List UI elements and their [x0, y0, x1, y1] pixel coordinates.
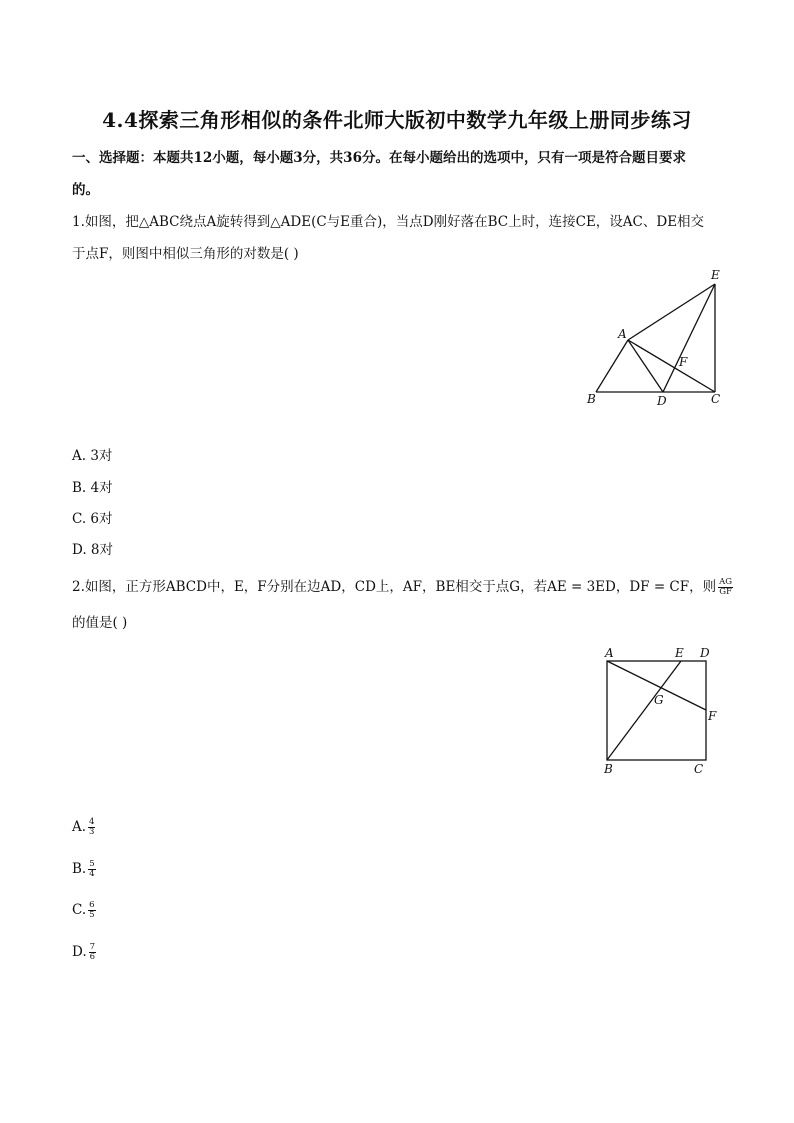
- q1-text-line1: 1.如图，把△ABC绕点A旋转得到△ADE(C与E重合)，当点D刚好落在BC上时，连接CE，设AC、DE相交: [72, 214, 705, 230]
- segment-ad: [628, 340, 663, 392]
- label-e: E: [675, 646, 684, 660]
- q2-option-c-fraction: [88, 901, 95, 920]
- q2-option-c-num: 6: [89, 900, 95, 910]
- label-a: A: [605, 646, 614, 660]
- q2-option-c-letter: C.: [72, 902, 87, 918]
- label-d: D: [700, 646, 710, 660]
- q2-option-a-fraction: [88, 818, 95, 837]
- segment-be: [607, 661, 681, 760]
- q2-option-d-den: 6: [89, 952, 96, 962]
- section-instructions-line2: 的。: [72, 182, 99, 198]
- q2-text-line1: [72, 575, 733, 597]
- label-g: G: [654, 693, 664, 707]
- q2-option-d-letter: D.: [72, 944, 87, 960]
- label-c: C: [711, 392, 721, 406]
- section-instructions-line1: 一、选择题：本题共12小题，每小题3分，共36分。在每小题给出的选项中，只有一项是符合题目要求: [72, 150, 686, 166]
- label-c: C: [694, 762, 704, 776]
- q2-option-c-den: 5: [89, 910, 95, 920]
- segment-ac: [628, 340, 715, 392]
- q2-option-b-letter: B.: [72, 861, 87, 877]
- q2-option-c: [72, 901, 96, 920]
- q2-option-a: [72, 818, 95, 837]
- label-e: E: [711, 268, 720, 282]
- q1-text-line2: 于点F，则图中相似三角形的对数是( ): [72, 246, 299, 262]
- q2-square-diagram: [596, 642, 726, 782]
- label-b: B: [587, 392, 596, 406]
- q2-option-b-num: 5: [89, 859, 95, 869]
- label-a: A: [618, 327, 627, 341]
- q2-option-d-fraction: [89, 943, 96, 962]
- q2-option-b-den: 4: [89, 869, 95, 879]
- q1-option-d: D. 8对: [72, 542, 114, 558]
- q2-figure: [596, 642, 726, 786]
- label-b: B: [604, 762, 613, 776]
- square-abcd: [607, 661, 706, 760]
- page-title: 4.4探索三角形相似的条件北师大版初中数学九年级上册同步练习: [102, 108, 692, 132]
- q2-text-main: 2.如图，正方形ABCD中，E，F分别在边AD，CD上，AF，BE相交于点G，若AE = 3ED，DF = CF，则: [72, 579, 717, 595]
- label-f: F: [708, 709, 717, 723]
- q2-fraction-numerator: AG: [719, 577, 733, 587]
- q2-fraction-denominator: GF: [719, 587, 732, 597]
- label-f: F: [679, 355, 688, 369]
- q2-option-b: [72, 860, 96, 879]
- q2-option-b-fraction: [88, 860, 95, 879]
- q2-fraction: [718, 578, 733, 597]
- label-d: D: [657, 394, 667, 408]
- q1-option-a: A. 3对: [72, 448, 113, 464]
- q2-option-a-den: 3: [89, 827, 95, 837]
- q1-figure: [580, 262, 730, 416]
- q2-option-d: [72, 943, 96, 962]
- q2-option-a-letter: A.: [72, 819, 87, 835]
- q1-option-b: B. 4对: [72, 480, 113, 496]
- q2-option-a-num: 4: [89, 817, 95, 827]
- q1-option-c: C. 6对: [72, 511, 113, 527]
- q2-option-d-num: 7: [89, 942, 96, 952]
- q1-triangle-diagram: [580, 262, 730, 412]
- q2-text-line2: 的值是( ): [72, 615, 128, 631]
- segment-ab: [596, 340, 628, 392]
